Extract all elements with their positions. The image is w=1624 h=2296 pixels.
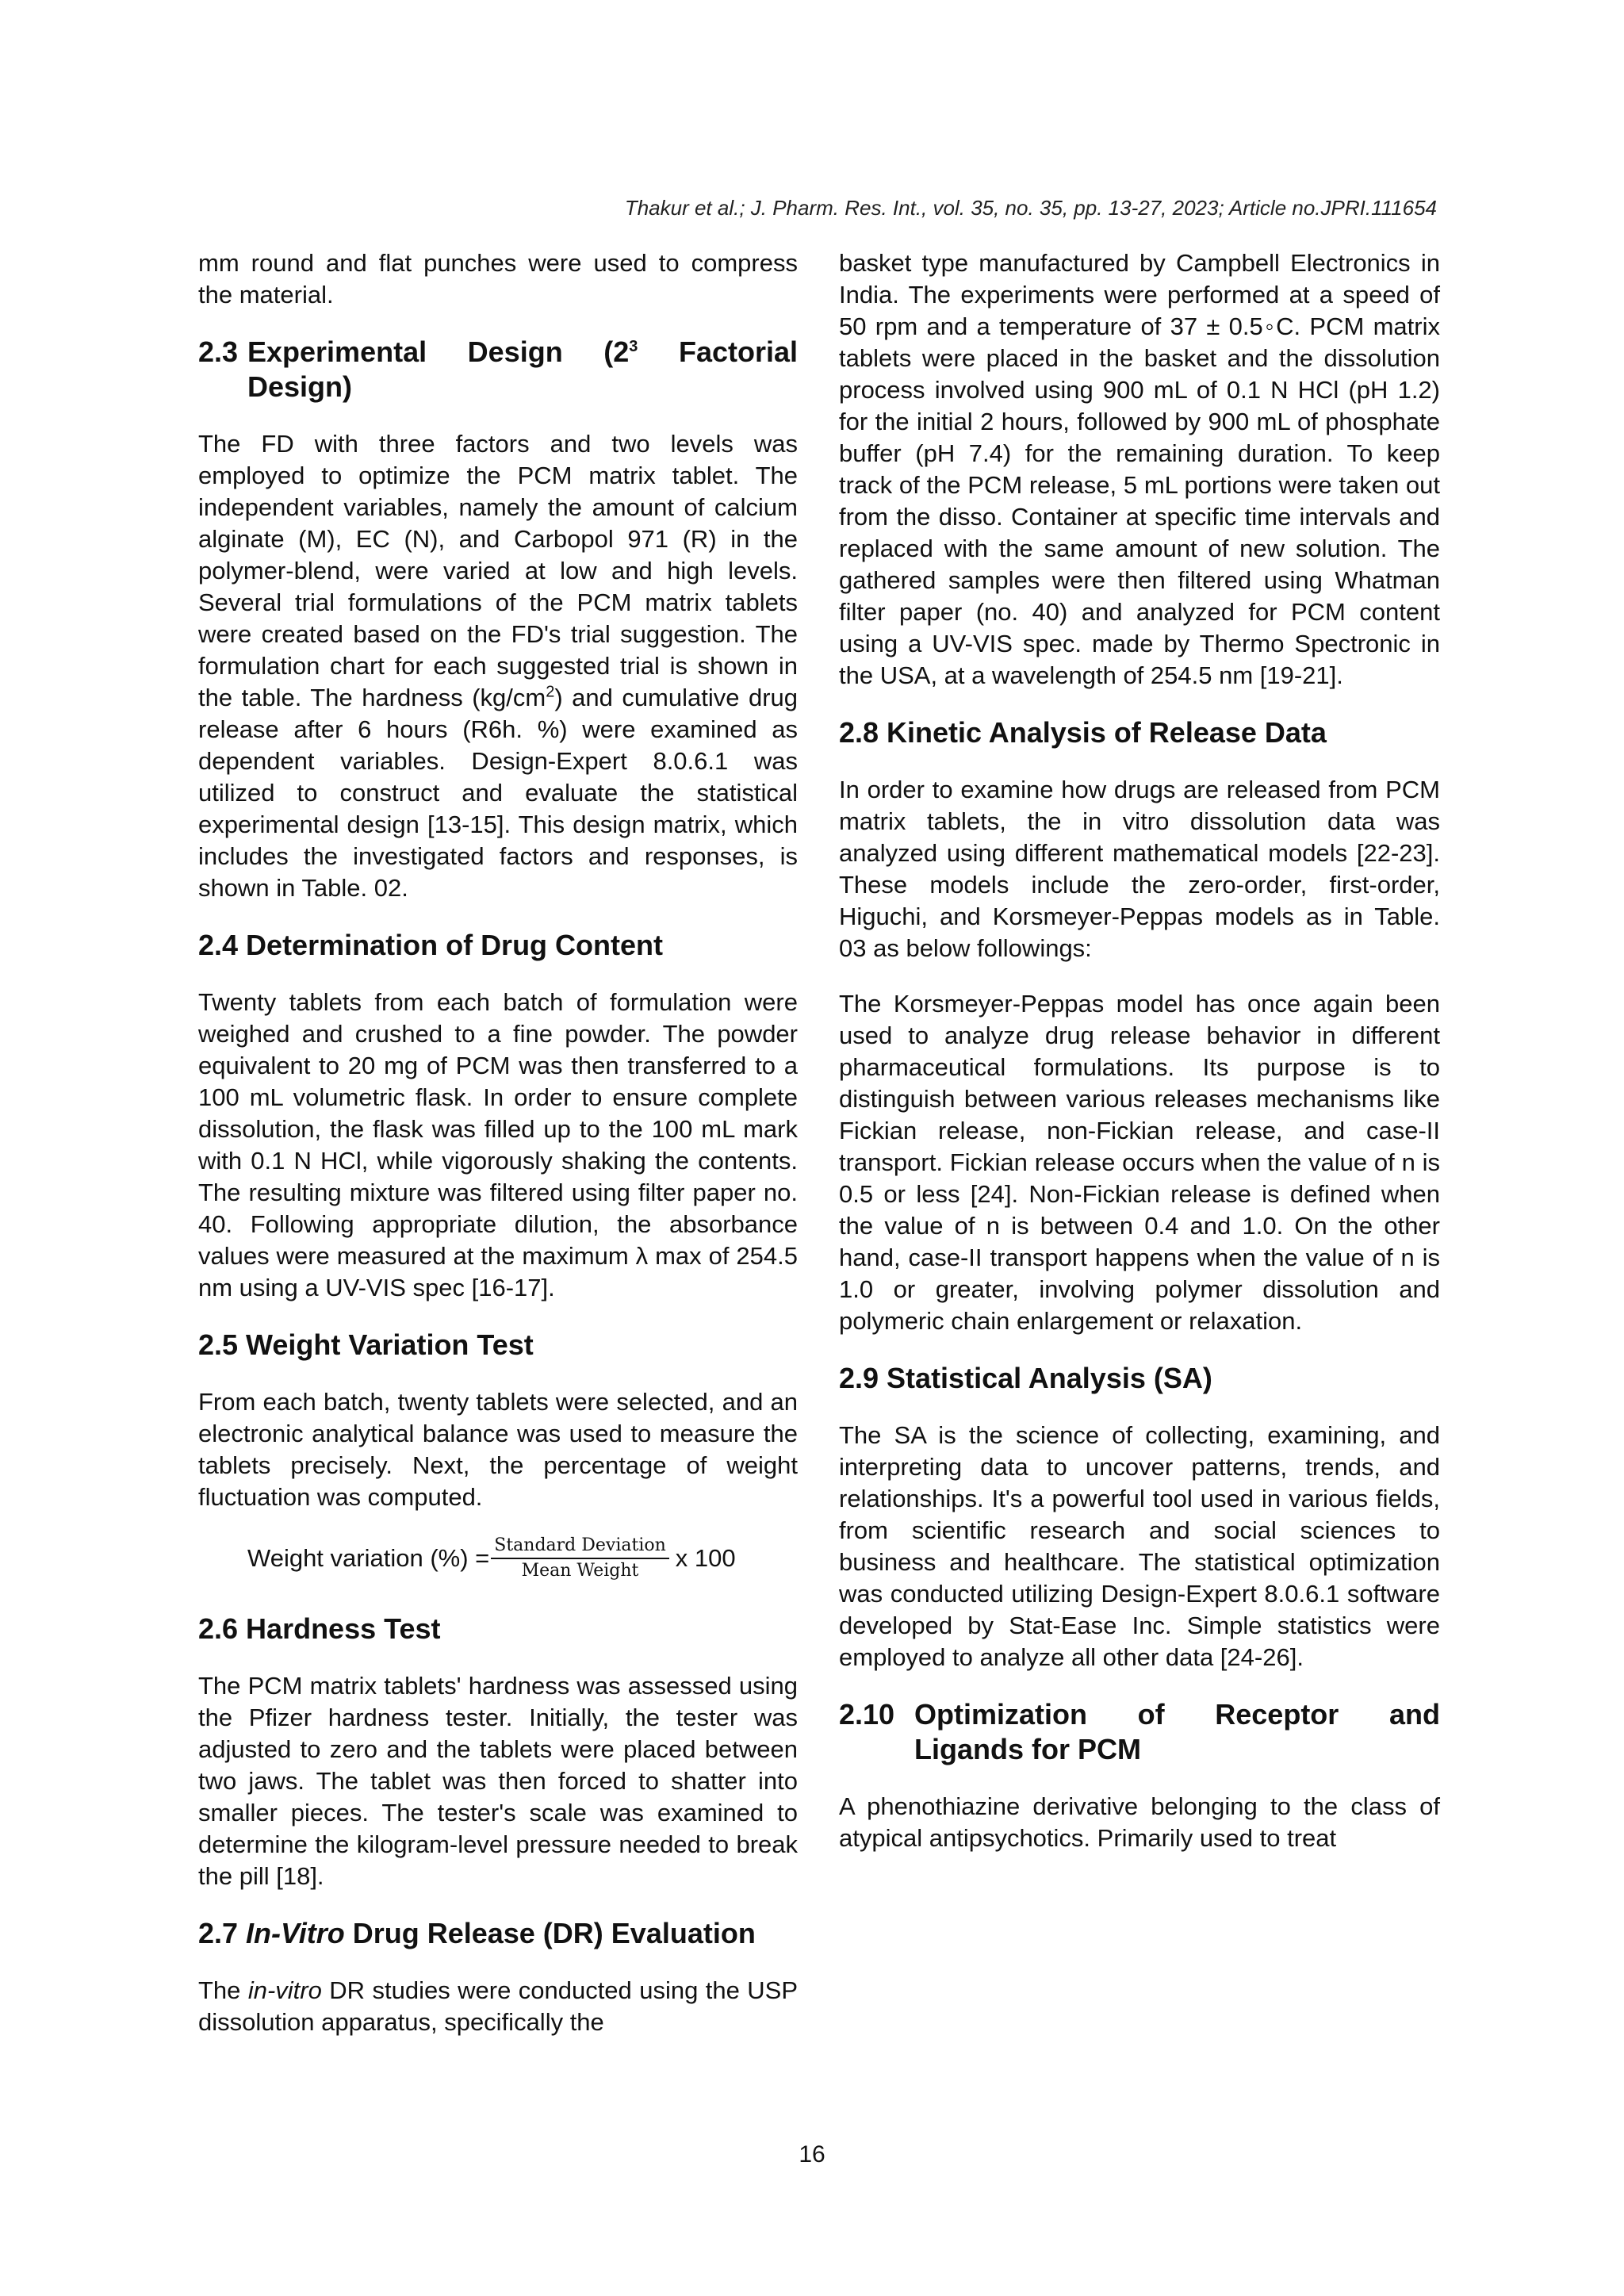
heading-emphasis: In-Vitro: [246, 1917, 345, 1949]
heading-2-5: 2.5 Weight Variation Test: [198, 1328, 534, 1361]
heading-word: Experimental: [247, 335, 427, 368]
heading-2-4: 2.4 Determination of Drug Content: [198, 929, 664, 961]
paragraph-2-3: The FD with three factors and two levels was employed to optimize the PCM matrix tablet. The independent variables, namely the amount of calcium alginate (M), EC (N), and Carbopol 971 (R) in the polymer-blend, were varied at low and high levels. Several trial formulations of the PCM matrix tablets were created based on the FD's trial suggestion. The formulation chart for each suggested trial is shown in the table. The hardness $(kg/cm^2)$ and cumulative drug release after 6 hours (R6h. %) were examined as dependent variables. Design-Expert 8.0.6.1 was utilized to construct and evaluate the statistical experimental design [13-15]. This design matrix, which includes the investigated factors and responses, is shown in Table. 02.: [198, 430, 799, 902]
formula-denominator: Mean Weight: [521, 1561, 639, 1581]
paragraph-2-4: Twenty tablets from each batch of formulation were weighed and crushed to a fine powder. The powder equivalent to 20 mg of PCM was then transferred to a 100 mL volumetric flask. In order to ensure complete dissolution, the flask was filled up to the 100 mL mark with 0.1 N HCl, while vigorously shaking the contents. The resulting mixture was filtered using filter paper no. 40. Following appropriate dilution, the absorbance values were measured at the maximum λ max of 254.5 nm using a UV-VIS spec [16-17].: [198, 988, 798, 1301]
formula-fraction: [491, 1534, 669, 1583]
heading-word: Optimization: [914, 1698, 1087, 1731]
heading-2-3: [198, 335, 798, 404]
formula-lhs: Weight variation (%) =: [247, 1544, 490, 1572]
paragraph-2-10: A phenothiazine derivative belonging to the class of atypical antipsychotics. Primarily used to treat: [839, 1792, 1440, 1852]
paragraph-2-8-a: In order to examine how drugs are released from PCM matrix tablets, the in vitro dissolution data was analyzed using different mathematical models [22-23]. These models include the zero-order, first-order, Higuchi, and Korsmeyer-Peppas models as in Table. 03 as below followings:: [839, 776, 1440, 962]
heading-2-9: 2.9 Statistical Analysis (SA): [839, 1362, 1212, 1394]
heading-number: 2.3: [198, 335, 239, 368]
formula-rhs: x 100: [675, 1544, 736, 1572]
heading-word: Ligands for PCM: [914, 1733, 1141, 1765]
paragraph-2-7: The in-vitro DR studies were conducted using the USP dissolution apparatus, specifically the: [198, 1976, 798, 2036]
text-emphasis: in-vitro: [247, 1976, 322, 2004]
paragraph-2-6: The PCM matrix tablets' hardness was assessed using the Pfizer hardness tester. Initially, the tester was adjusted to zero and the tablets were placed between two jaws. The tablet was then forced to shatter into smaller pieces. The tester's scale was examined to determine the kilogram-level pressure needed to break the pill [18].: [198, 1672, 798, 1890]
paragraph-2-8-b: The Korsmeyer-Peppas model has once again been used to analyze drug release behavior in different pharmaceutical formulations. Its purpose is to distinguish between various releases mechanisms like Fickian release, non-Fickian release, and case-II transport. Fickian release occurs when the value of n is 0.5 or less [24]. Non-Fickian release is defined when the value of n is between 0.4 and 1.0. On the other hand, case-II transport happens when the value of n is 1.0 or greater, involving polymer dissolution and polymeric chain enlargement or relaxation.: [839, 990, 1440, 1335]
heading-word: Design: [467, 335, 563, 368]
heading-2-8: 2.8 Kinetic Analysis of Release Data: [839, 716, 1327, 749]
heading-word: (2: [603, 335, 630, 368]
heading-2-10: [839, 1697, 1440, 1767]
left-column: [198, 247, 798, 2062]
superscript: 2: [546, 683, 555, 701]
heading-word: Receptor: [1215, 1698, 1339, 1731]
heading-word: Factorial: [678, 335, 798, 368]
paragraph-intro: mm round and flat punches were used to compress the material.: [198, 249, 798, 309]
page-number: 16: [799, 2141, 825, 2168]
running-header: Thakur et al.; J. Pharm. Res. Int., vol. 35, no. 35, pp. 13-27, 2023; Article no.JPRI.111654: [624, 196, 1437, 220]
heading-2-6: 2.6 Hardness Test: [198, 1612, 441, 1645]
formula-numerator: Standard Deviation: [494, 1535, 666, 1555]
heading-word: Design): [247, 370, 353, 403]
weight-variation-formula: [247, 1534, 798, 1583]
heading-word: of: [1137, 1698, 1165, 1731]
heading-number: 2.10: [839, 1698, 895, 1731]
heading-2-7: 2.7 In-Vitro Drug Release (DR) Evaluation: [198, 1917, 756, 1949]
paragraph-2-9: The SA is the science of collecting, examining, and interpreting data to uncover patterns, trends, and relationships. It's a powerful tool used in various fields, from scientific research and social sciences to business and healthcare. The statistical optimization was conducted utilizing Design-Expert 8.0.6.1 software developed by Stat-Ease Inc. Simple statistics were employed to analyze all other data [24-26].: [839, 1421, 1440, 1671]
paragraph-2-7-continued: basket type manufactured by Campbell Electronics in India. The experiments were performed at a speed of 50 rpm and a temperature of 37 ± 0.5◦C. PCM matrix tablets were placed in the basket and the dissolution process involved using 900 mL of 0.1 N HCl (pH 1.2) for the initial 2 hours, followed by 900 mL of phosphate buffer (pH 7.4) for the remaining duration. To keep track of the PCM release, 5 mL portions were taken out from the disso. Container at specific time intervals and replaced with the same amount of new solution. The gathered samples were then filtered using Whatman filter paper (no. 40) and analyzed for PCM content using a UV-VIS spec. made by Thermo Spectronic in the USA, at a wavelength of 254.5 nm [19-21].: [839, 249, 1440, 689]
superscript: 3: [629, 338, 638, 355]
heading-word: and: [1388, 1698, 1440, 1731]
paragraph-2-5: From each batch, twenty tablets were selected, and an electronic analytical balance was used to measure the tablets precisely. Next, the percentage of weight fluctuation was computed.: [198, 1388, 798, 1511]
right-column: [839, 247, 1440, 1878]
